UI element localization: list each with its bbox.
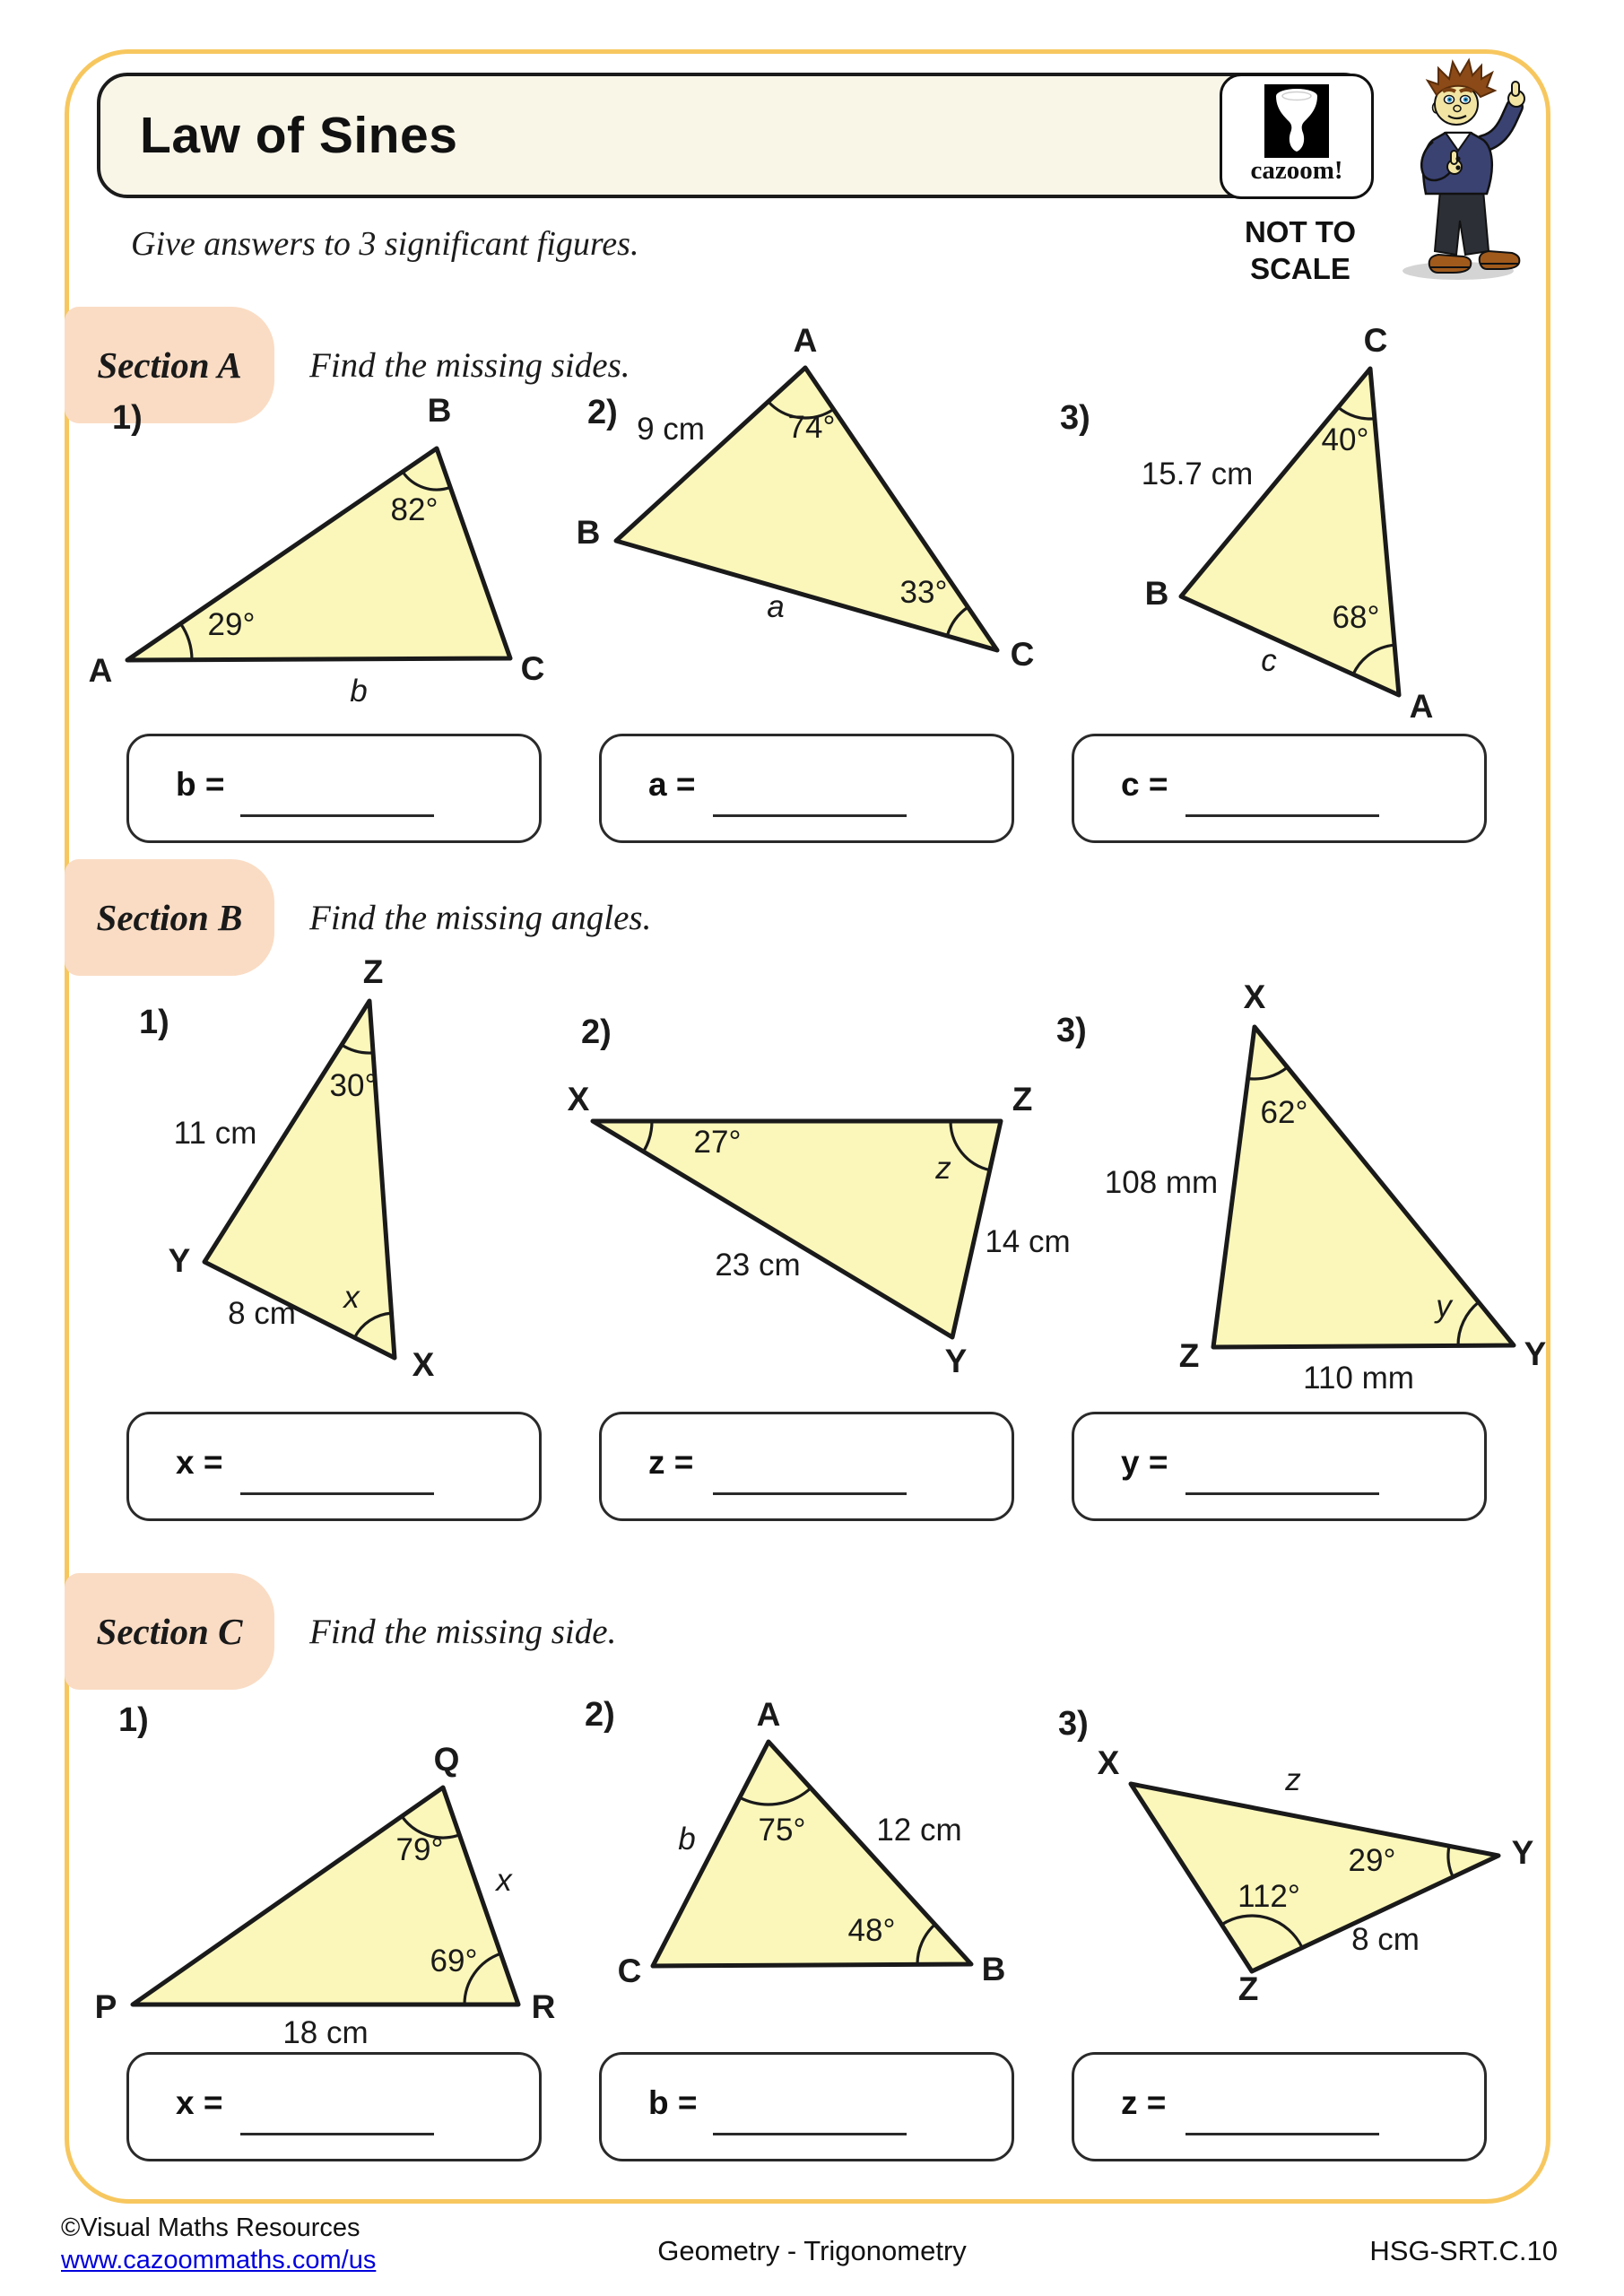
answer-label-c3: z = <box>1121 2083 1167 2121</box>
side-label: 110 mm <box>1303 1361 1414 1396</box>
vertex-label: B <box>576 514 601 551</box>
section-c-instruction: Find the missing side. <box>309 1612 617 1651</box>
answer-line-a2[interactable] <box>713 814 907 817</box>
vertex-label: X <box>1243 978 1266 1015</box>
triangle-figure-b3 <box>1049 978 1569 1408</box>
triangle-figure-a3 <box>1045 322 1565 725</box>
question-number: 1) <box>112 399 143 437</box>
vertex-label: C <box>1363 322 1388 359</box>
side-label: 8 cm <box>1351 1922 1420 1957</box>
angle-label: z <box>935 1151 951 1186</box>
vertex-label: A <box>1409 688 1434 725</box>
not-to-scale-line2: SCALE <box>1250 252 1350 285</box>
question-number: 3) <box>1058 1705 1089 1743</box>
angle-label: 79° <box>395 1832 444 1867</box>
section-b-label: Section B <box>96 897 243 938</box>
angle-label: 74° <box>787 410 836 445</box>
answer-label-a3: c = <box>1121 765 1168 803</box>
question-number: 2) <box>581 1013 612 1051</box>
vertex-label: B <box>1144 575 1169 612</box>
drum-icon <box>1264 84 1329 158</box>
triangle-figure-a1 <box>76 381 578 713</box>
angle-label: y <box>1436 1289 1452 1324</box>
vertex-label: X <box>1097 1744 1120 1781</box>
answer-box-a1 <box>126 734 542 843</box>
vertex-label: B <box>427 392 452 429</box>
vertex-label: Y <box>1524 1335 1547 1372</box>
question-number: 1) <box>139 1004 169 1041</box>
vertex-label: Z <box>1178 1337 1200 1374</box>
triangle-figure-c2 <box>574 1686 1040 2054</box>
angle-label: x <box>343 1280 360 1315</box>
triangle-figure-c1 <box>76 1695 596 2054</box>
answer-line-c3[interactable] <box>1185 2133 1379 2135</box>
angle-label: 30° <box>329 1068 378 1103</box>
angle-label: 68° <box>1332 600 1380 635</box>
not-to-scale-label <box>1193 213 1408 287</box>
answer-line-c2[interactable] <box>713 2133 907 2135</box>
cazoom-logo <box>1220 74 1374 199</box>
answer-box-c1 <box>126 2052 542 2161</box>
side-label: 11 cm <box>173 1116 257 1151</box>
triangle-figure-c3 <box>1049 1686 1569 2036</box>
footer-standard-code: HSG-SRT.C.10 <box>1369 2235 1558 2266</box>
answer-label-b3: y = <box>1121 1443 1168 1481</box>
section-a-label: Section A <box>97 344 242 386</box>
angle-label: 48° <box>847 1913 896 1948</box>
answer-box-c3 <box>1072 2052 1487 2161</box>
answer-label-b1: x = <box>176 1443 223 1481</box>
side-label: 18 cm <box>282 2015 369 2050</box>
vertex-label: B <box>981 1951 1006 1987</box>
angle-label: 82° <box>390 492 439 527</box>
answer-label-b2: z = <box>648 1443 694 1481</box>
section-c-pill <box>65 1573 274 1690</box>
cazoom-logo-text: cazoom! <box>1250 156 1343 185</box>
answer-line-b2[interactable] <box>713 1492 907 1495</box>
answer-line-a3[interactable] <box>1185 814 1379 817</box>
vertex-label: Y <box>1511 1834 1534 1871</box>
section-a-instruction: Find the missing sides. <box>309 345 630 385</box>
side-label: c <box>1261 643 1277 678</box>
side-label: 14 cm <box>985 1224 1071 1259</box>
side-label: 12 cm <box>876 1813 962 1848</box>
section-c-label: Section C <box>96 1611 243 1652</box>
triangle-shape <box>1131 1784 1498 1971</box>
side-label: b <box>350 674 368 709</box>
angle-label: 69° <box>430 1944 478 1979</box>
vertex-label: Z <box>362 953 384 990</box>
side-label: 23 cm <box>715 1248 801 1283</box>
question-number: 2) <box>587 394 618 431</box>
angle-label: 112° <box>1238 1879 1300 1914</box>
answer-box-a3 <box>1072 734 1487 843</box>
website-link[interactable]: www.cazoommaths.com/us <box>61 2246 377 2274</box>
vertex-label: Y <box>168 1242 191 1279</box>
answer-line-b3[interactable] <box>1185 1492 1379 1495</box>
triangle-figure-b2 <box>556 987 1085 1390</box>
section-b-instruction: Find the missing angles. <box>309 898 652 937</box>
mascot-character <box>1397 57 1524 283</box>
angle-label: 33° <box>899 575 948 610</box>
side-label: z <box>1285 1762 1301 1797</box>
vertex-label: C <box>617 1952 642 1989</box>
side-label: 15.7 cm <box>1141 457 1254 491</box>
question-number: 2) <box>585 1696 615 1734</box>
answer-line-c1[interactable] <box>240 2133 434 2135</box>
answer-label-c1: x = <box>176 2083 223 2121</box>
vertex-label: A <box>756 1696 781 1733</box>
answer-box-b2 <box>599 1412 1014 1521</box>
question-number: 1) <box>118 1701 149 1739</box>
angle-label: 62° <box>1260 1095 1308 1130</box>
footer-topic: Geometry - Trigonometry <box>657 2235 967 2266</box>
answer-box-a2 <box>599 734 1014 843</box>
angle-label: 27° <box>693 1125 742 1160</box>
answer-label-a2: a = <box>648 765 696 803</box>
vertex-label: Z <box>1238 1970 1259 2007</box>
vertex-label: Q <box>433 1741 460 1778</box>
vertex-label: X <box>567 1081 590 1118</box>
triangle-figure-b1 <box>76 951 498 1399</box>
answer-box-b3 <box>1072 1412 1487 1521</box>
vertex-label: Z <box>1012 1081 1033 1118</box>
side-label: 8 cm <box>228 1296 296 1331</box>
vertex-label: A <box>793 322 818 359</box>
angle-label: 29° <box>207 607 256 642</box>
question-number: 3) <box>1056 1012 1087 1049</box>
triangle-figure-a2 <box>556 322 1035 673</box>
triangle-shape <box>653 1742 971 1966</box>
side-label: x <box>496 1863 512 1898</box>
question-number: 3) <box>1060 399 1090 437</box>
angle-label: 75° <box>758 1813 806 1848</box>
answer-label-a1: b = <box>176 765 225 803</box>
answer-box-c2 <box>599 2052 1014 2161</box>
answer-label-c2: b = <box>648 2083 698 2121</box>
vertex-label: C <box>520 650 545 687</box>
angle-label: 40° <box>1321 422 1369 457</box>
vertex-label: C <box>1010 636 1035 673</box>
vertex-label: P <box>94 1988 117 2025</box>
triangle-shape <box>1213 1027 1514 1347</box>
page-title: Law of Sines <box>140 107 458 164</box>
side-label: a <box>767 589 785 624</box>
vertex-label: R <box>531 1988 556 2025</box>
side-label: 9 cm <box>637 412 705 447</box>
vertex-label: A <box>88 652 113 689</box>
answer-line-a1[interactable] <box>240 814 434 817</box>
title-box <box>97 73 1374 198</box>
answer-box-b1 <box>126 1412 542 1521</box>
worksheet-instruction: Give answers to 3 significant figures. <box>131 225 639 263</box>
copyright-text: ©Visual Maths Resources <box>61 2213 360 2242</box>
vertex-label: X <box>412 1346 435 1383</box>
side-label: b <box>678 1822 696 1857</box>
side-label: 108 mm <box>1104 1165 1219 1200</box>
angle-label: 29° <box>1348 1843 1396 1878</box>
not-to-scale-line1: NOT TO <box>1244 215 1357 248</box>
vertex-label: Y <box>944 1343 968 1379</box>
answer-line-b1[interactable] <box>240 1492 434 1495</box>
